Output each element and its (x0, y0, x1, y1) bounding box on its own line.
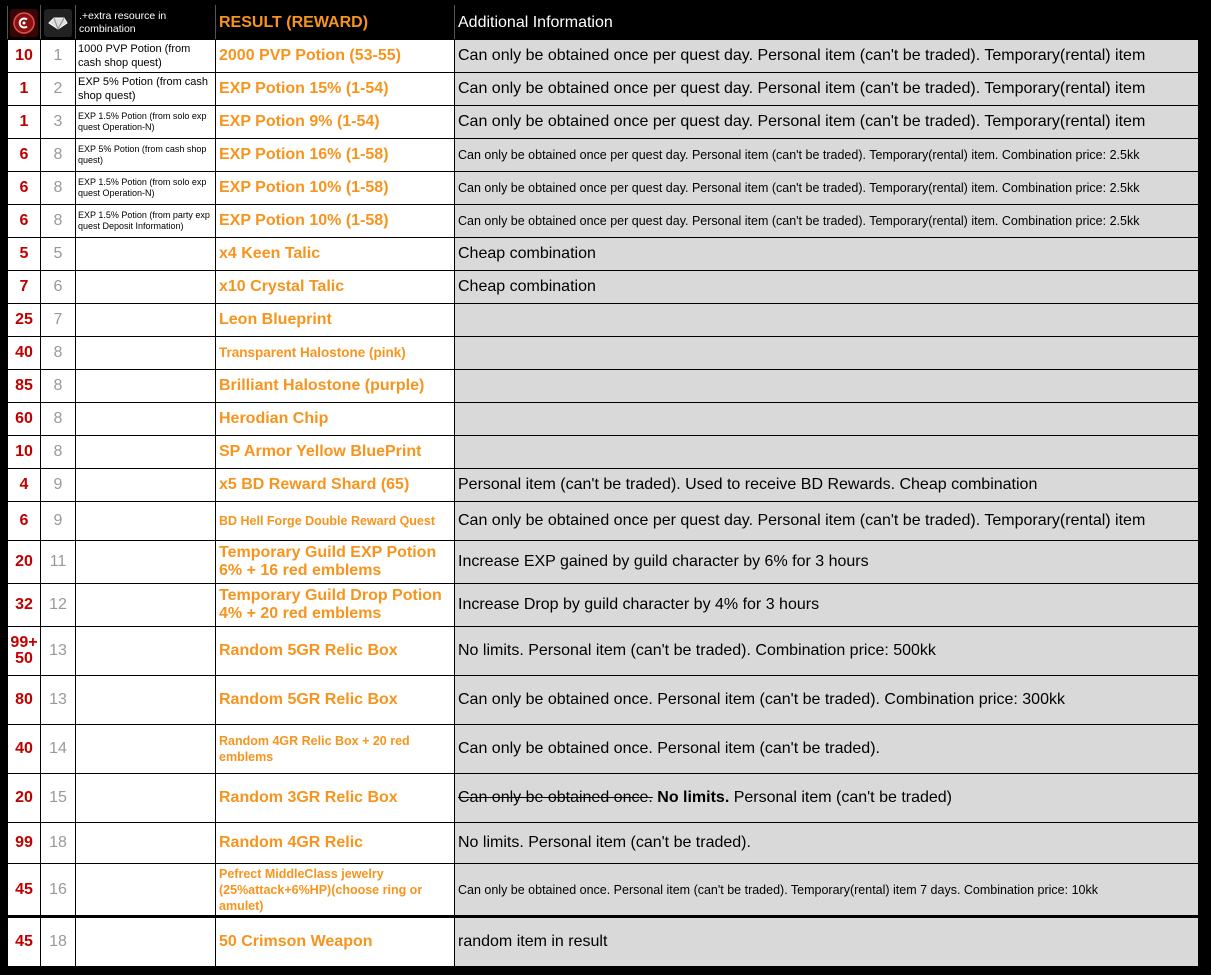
level-cell: 12 (41, 584, 76, 627)
info-cell: Can only be obtained once per quest day. Personal item (can't be traded). Temporary(rental) item (455, 106, 1199, 139)
level-cell: 13 (41, 676, 76, 725)
level-cell: 1 (41, 40, 76, 73)
extra-cell (76, 271, 216, 304)
result-cell: x4 Keen Talic (216, 238, 455, 271)
result-cell: Herodian Chip (216, 403, 455, 436)
level-cell: 8 (41, 370, 76, 403)
result-cell: Random 4GR Relic Box + 20 red emblems (216, 725, 455, 774)
result-cell: EXP Potion 10% (1-58) (216, 172, 455, 205)
combination-table (7, 5, 1199, 967)
result-cell: Temporary Guild Drop Potion 4% + 20 red emblems (216, 584, 455, 627)
count-cell: 32 (8, 584, 41, 627)
table-row (8, 864, 1199, 917)
result-cell: Random 5GR Relic Box (216, 627, 455, 676)
level-cell: 8 (41, 205, 76, 238)
level-cell: 15 (41, 774, 76, 823)
result-cell: x10 Crystal Talic (216, 271, 455, 304)
table-row (8, 436, 1199, 469)
count-cell: 7 (8, 271, 41, 304)
info-cell (455, 337, 1199, 370)
result-cell: Leon Blueprint (216, 304, 455, 337)
result-cell: SP Armor Yellow BluePrint (216, 436, 455, 469)
info-cell: No limits. Personal item (can't be traded). Combination price: 500kk (455, 627, 1199, 676)
info-cell: Can only be obtained once per quest day. Personal item (can't be traded). Temporary(rental) item (455, 40, 1199, 73)
table-row (8, 271, 1199, 304)
count-cell: 40 (8, 337, 41, 370)
count-cell: 6 (8, 502, 41, 541)
table-row (8, 172, 1199, 205)
table-row (8, 403, 1199, 436)
extra-cell (76, 725, 216, 774)
result-cell: x5 BD Reward Shard (65) (216, 469, 455, 502)
white-gem-icon (44, 9, 72, 37)
result-cell: Brilliant Halostone (purple) (216, 370, 455, 403)
extra-cell (76, 304, 216, 337)
extra-cell (76, 469, 216, 502)
level-cell: 8 (41, 403, 76, 436)
extra-cell (76, 627, 216, 676)
count-cell: 1 (8, 73, 41, 106)
table-row (8, 304, 1199, 337)
count-cell: 1 (8, 106, 41, 139)
info-cell: Can only be obtained once per quest day. Personal item (can't be traded). Temporary(rental) item (455, 502, 1199, 541)
count-cell: 4 (8, 469, 41, 502)
level-cell: 8 (41, 436, 76, 469)
level-cell: 18 (41, 823, 76, 864)
info-cell: Can only be obtained once per quest day. Personal item (can't be traded). Temporary(rental) item. Combination price: 2.5kk (455, 172, 1199, 205)
info-cell (455, 774, 1199, 823)
result-cell: Pefrect MiddleClass jewelry (25%attack+6%HP)(choose ring or amulet) (216, 864, 455, 917)
count-cell: 6 (8, 205, 41, 238)
extra-cell (76, 584, 216, 627)
level-cell: 2 (41, 73, 76, 106)
info-cell (455, 304, 1199, 337)
count-cell: 25 (8, 304, 41, 337)
count-cell: 6 (8, 139, 41, 172)
table-row (8, 337, 1199, 370)
count-cell: 80 (8, 676, 41, 725)
level-cell: 8 (41, 172, 76, 205)
table-row (8, 139, 1199, 172)
extra-cell (76, 541, 216, 584)
count-cell: 6 (8, 172, 41, 205)
level-cell: 8 (41, 139, 76, 172)
info-bold: No limits. (657, 789, 730, 806)
level-cell: 8 (41, 337, 76, 370)
info-cell: Can only be obtained once. Personal item (can't be traded). Temporary(rental) item 7 days. Combination price: 10kk (455, 864, 1199, 917)
extra-cell: EXP 5% Potion (from cash shop quest) (76, 73, 216, 106)
extra-cell (76, 436, 216, 469)
table-row (8, 469, 1199, 502)
header-level (41, 6, 76, 40)
header-count (8, 6, 41, 40)
table-row (8, 584, 1199, 627)
red-emblem-icon (10, 9, 38, 37)
extra-cell (76, 370, 216, 403)
extra-cell: 1000 PVP Potion (from cash shop quest) (76, 40, 216, 73)
result-cell: EXP Potion 10% (1-58) (216, 205, 455, 238)
level-cell: 6 (41, 271, 76, 304)
count-cell: 45 (8, 917, 41, 967)
info-cell: random item in result (455, 917, 1199, 967)
info-cell (455, 370, 1199, 403)
extra-cell: EXP 1.5% Potion (from solo exp quest Operation-N) (76, 106, 216, 139)
extra-cell (76, 337, 216, 370)
count-cell: 85 (8, 370, 41, 403)
result-cell: Random 5GR Relic Box (216, 676, 455, 725)
table-row (8, 73, 1199, 106)
level-cell: 3 (41, 106, 76, 139)
table-row (8, 917, 1199, 967)
extra-cell: EXP 5% Potion (from cash shop quest) (76, 139, 216, 172)
result-cell: Random 3GR Relic Box (216, 774, 455, 823)
extra-cell (76, 502, 216, 541)
info-cell (455, 403, 1199, 436)
level-cell: 16 (41, 864, 76, 917)
count-cell: 10 (8, 436, 41, 469)
result-cell: Transparent Halostone (pink) (216, 337, 455, 370)
info-cell: Cheap combination (455, 238, 1199, 271)
table-row (8, 676, 1199, 725)
count-cell: 40 (8, 725, 41, 774)
header-extra: .+extra resource in combination (76, 6, 216, 40)
table-row (8, 205, 1199, 238)
level-cell: 5 (41, 238, 76, 271)
info-cell: Can only be obtained once. Personal item (can't be traded). (455, 725, 1199, 774)
table-row (8, 774, 1199, 823)
header-result: RESULT (REWARD) (216, 6, 455, 40)
info-cell: No limits. Personal item (can't be traded). (455, 823, 1199, 864)
info-cell: Can only be obtained once. Personal item (can't be traded). Combination price: 300kk (455, 676, 1199, 725)
info-cell (455, 436, 1199, 469)
extra-cell (76, 864, 216, 917)
result-cell: EXP Potion 16% (1-58) (216, 139, 455, 172)
info-cell: Personal item (can't be traded). Used to receive BD Rewards. Cheap combination (455, 469, 1199, 502)
header-info: Additional Information (455, 6, 1199, 40)
level-cell: 11 (41, 541, 76, 584)
table-row (8, 725, 1199, 774)
extra-cell (76, 238, 216, 271)
result-cell: BD Hell Forge Double Reward Quest (216, 502, 455, 541)
count-cell: 45 (8, 864, 41, 917)
count-cell: 20 (8, 541, 41, 584)
result-cell: EXP Potion 9% (1-54) (216, 106, 455, 139)
count-cell: 99 (8, 823, 41, 864)
count-cell: 20 (8, 774, 41, 823)
extra-cell (76, 774, 216, 823)
table-row (8, 370, 1199, 403)
extra-cell (76, 823, 216, 864)
extra-cell: EXP 1.5% Potion (from party exp quest Deposit Information) (76, 205, 216, 238)
level-cell: 13 (41, 627, 76, 676)
info-cell: Can only be obtained once per quest day. Personal item (can't be traded). Temporary(rental) item (455, 73, 1199, 106)
table-row (8, 823, 1199, 864)
table-row (8, 106, 1199, 139)
level-cell: 18 (41, 917, 76, 967)
level-cell: 9 (41, 502, 76, 541)
info-cell: Increase EXP gained by guild character by 6% for 3 hours (455, 541, 1199, 584)
count-cell: 60 (8, 403, 41, 436)
count-cell: 99+ 50 (8, 627, 41, 676)
info-cell: Cheap combination (455, 271, 1199, 304)
info-strikethrough: Can only be obtained once. (458, 789, 653, 806)
table-row (8, 238, 1199, 271)
count-cell: 5 (8, 238, 41, 271)
extra-cell: EXP 1.5% Potion (from solo exp quest Operation-N) (76, 172, 216, 205)
result-cell: 50 Crimson Weapon (216, 917, 455, 967)
table-row (8, 40, 1199, 73)
count-cell: 10 (8, 40, 41, 73)
header-row (8, 6, 1199, 40)
info-cell: Can only be obtained once per quest day. Personal item (can't be traded). Temporary(rental) item. Combination price: 2.5kk (455, 205, 1199, 238)
table-row (8, 627, 1199, 676)
info-rest: Personal item (can't be traded) (733, 789, 953, 806)
table-row (8, 502, 1199, 541)
result-cell: 2000 PVP Potion (53-55) (216, 40, 455, 73)
result-cell: Temporary Guild EXP Potion 6% + 16 red emblems (216, 541, 455, 584)
info-cell: Can only be obtained once per quest day. Personal item (can't be traded). Temporary(rental) item. Combination price: 2.5kk (455, 139, 1199, 172)
extra-cell (76, 676, 216, 725)
extra-cell (76, 917, 216, 967)
info-cell: Increase Drop by guild character by 4% for 3 hours (455, 584, 1199, 627)
extra-cell (76, 403, 216, 436)
level-cell: 9 (41, 469, 76, 502)
table-row (8, 541, 1199, 584)
result-cell: Random 4GR Relic (216, 823, 455, 864)
level-cell: 14 (41, 725, 76, 774)
result-cell: EXP Potion 15% (1-54) (216, 73, 455, 106)
level-cell: 7 (41, 304, 76, 337)
